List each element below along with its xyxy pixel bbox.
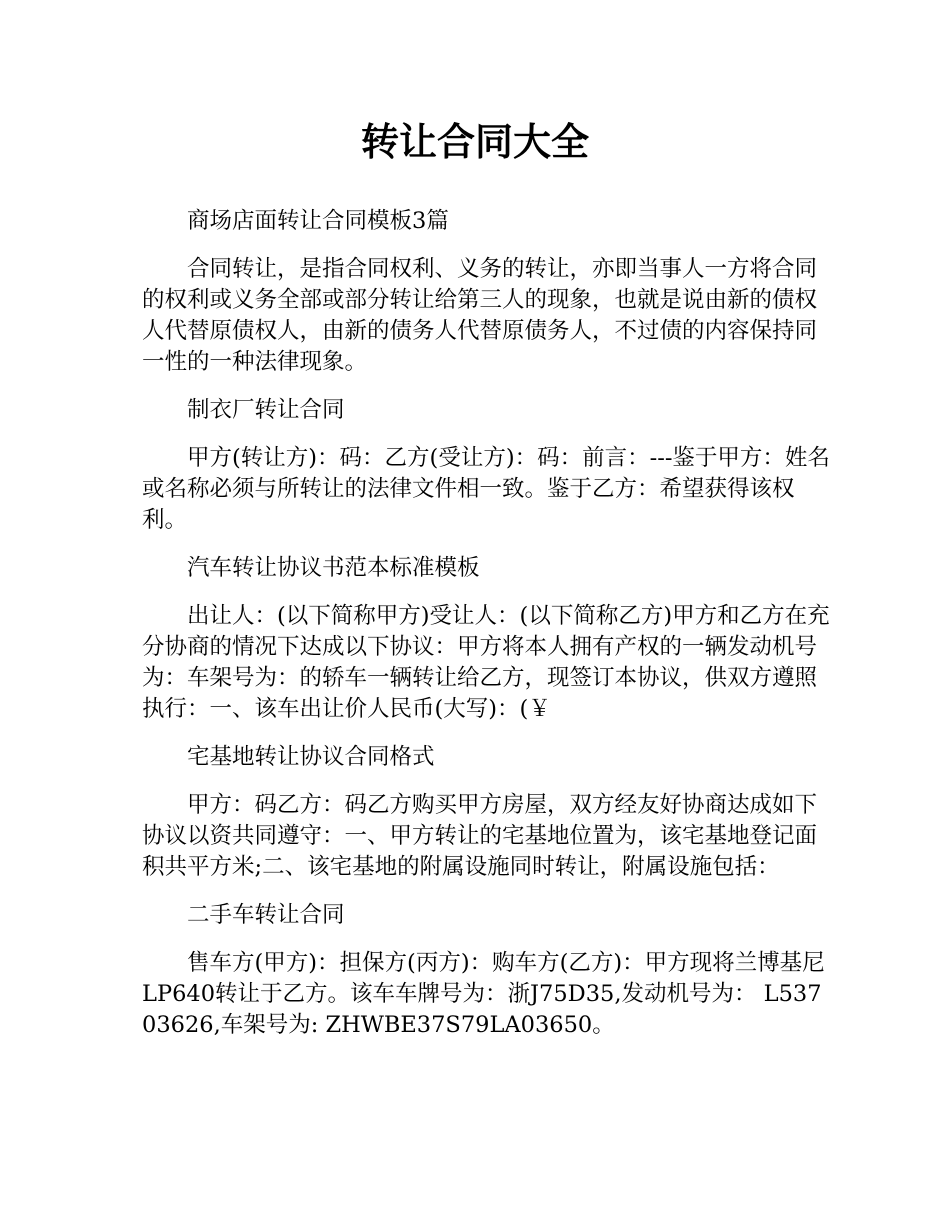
- document-title: 转让合同大全: [360, 120, 589, 164]
- paragraph-contract-transfer-definition: 合同转让，是指合同权利、义务的转让，亦即当事人一方将合同的权利或义务全部或部分转让给第三人的现象，也就是说由新的债权人代替原债权人，由新的债务人代替原债务人，不过债的内容保持同一性的一种法律现象。: [142, 256, 818, 375]
- paragraph-used-car-agreement: 售车方(甲方)：担保方(丙方)：购车方(乙方)：甲方现将兰博基尼LP640转让于乙方。该车车牌号为：浙J75D35,发动机号为： L53703626,车架号为: ZHWBE37S79LA03650。: [142, 950, 825, 1038]
- section-heading-used-car: 二手车转让合同: [187, 902, 345, 928]
- section-heading-homestead-transfer: 宅基地转让协议合同格式: [187, 744, 435, 770]
- paragraph-garment-factory-parties: 甲方(转让方)：码：乙方(受让方)：码：前言：---鉴于甲方：姓名或名称必须与所转让的法律文件相一致。鉴于乙方：希望获得该权利。: [142, 445, 830, 533]
- document-body: [142, 206, 832, 1058]
- section-heading-garment-factory: 制衣厂转让合同: [187, 397, 345, 423]
- paragraph-homestead-agreement: 甲方：码乙方：码乙方购买甲方房屋，双方经友好协商达成如下协议以资共同遵守：一、甲方转让的宅基地位置为，该宅基地登记面积共平方米;二、该宅基地的附属设施同时转让，附属设施包括：: [142, 792, 818, 880]
- section-heading-mall-store: 商场店面转让合同模板3篇: [187, 208, 449, 234]
- section-heading-car-transfer: 汽车转让协议书范本标准模板: [187, 555, 480, 581]
- paragraph-car-transfer-agreement: 出让人：(以下简称甲方)受让人：(以下简称乙方)甲方和乙方在充分协商的情况下达成以下协议：甲方将本人拥有产权的一辆发动机号为：车架号为：的轿车一辆转让给乙方，现签订本协议，供双方遵照执行：一、该车出让价人民币(大写)：(￥: [142, 603, 830, 722]
